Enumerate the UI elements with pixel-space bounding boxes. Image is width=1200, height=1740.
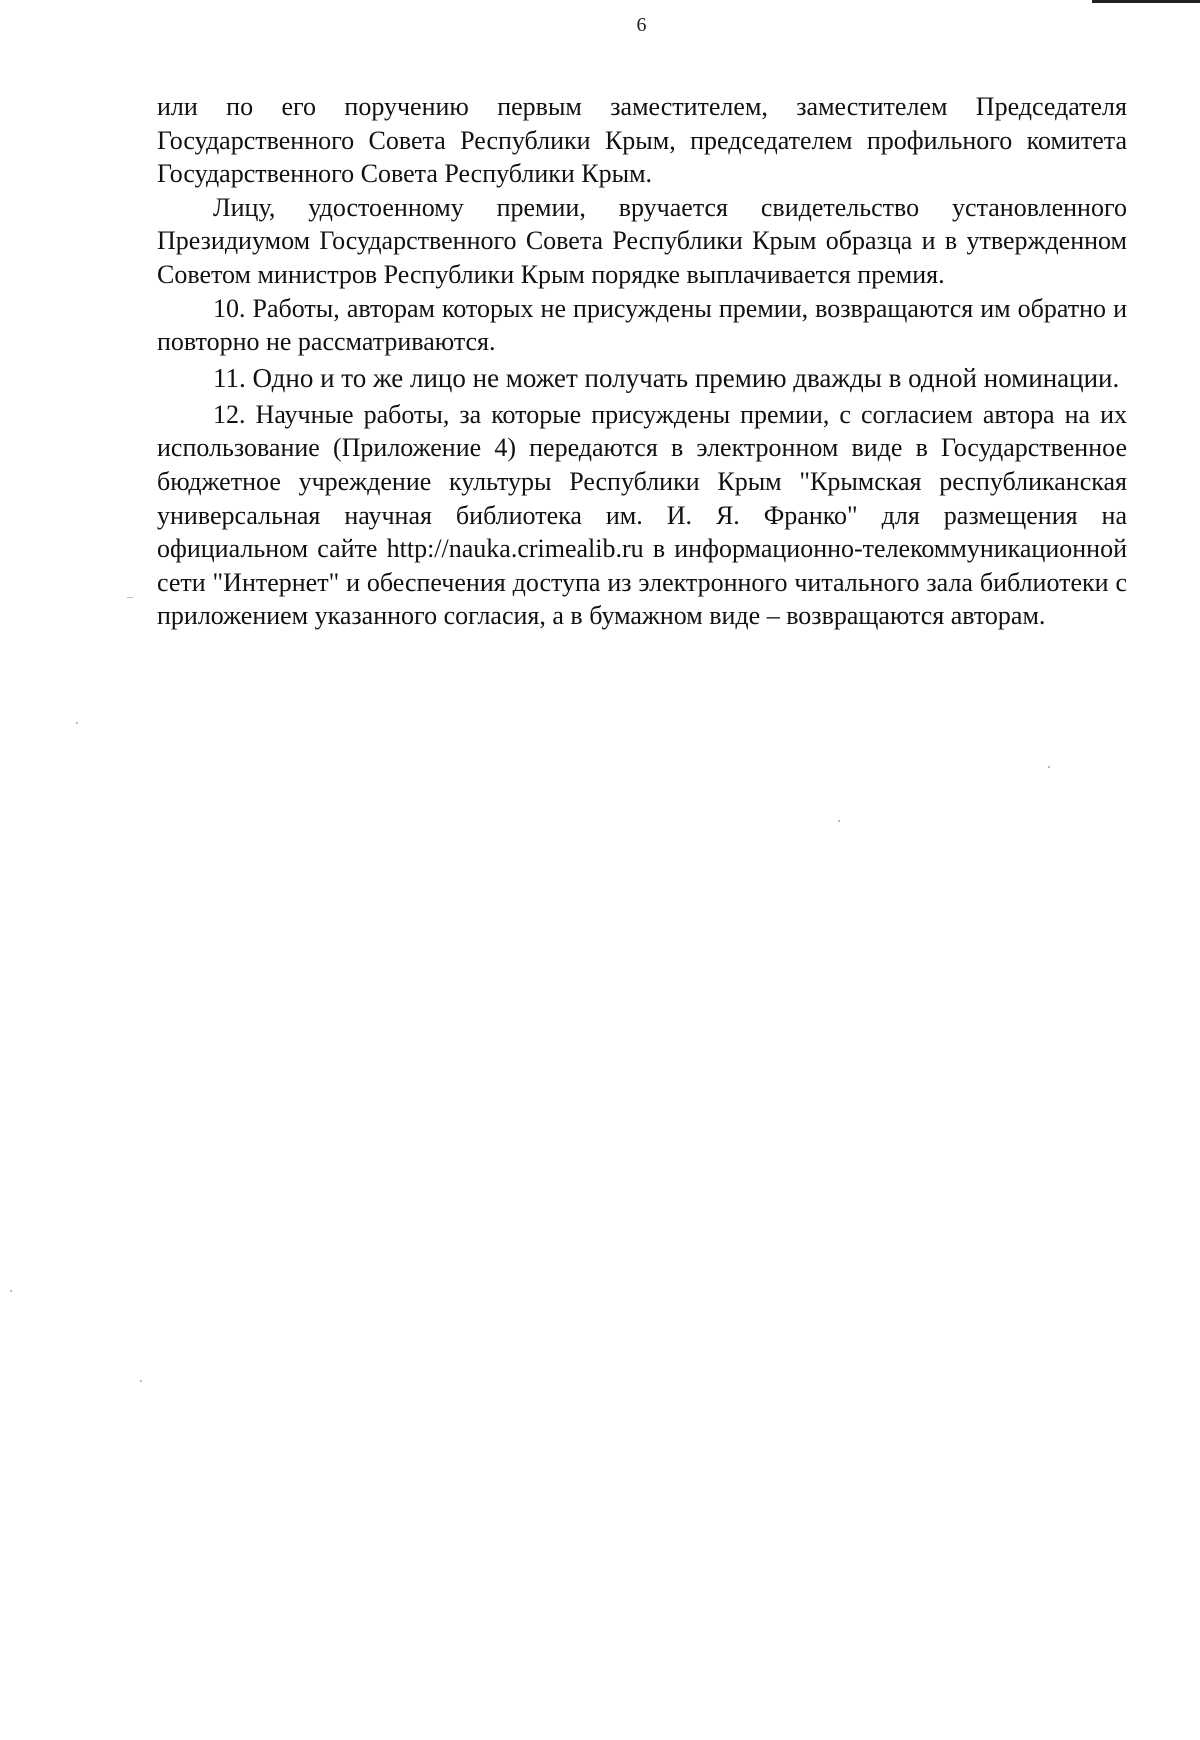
- paragraph-item-11: 11. Одно и то же лицо не может получать премию дважды в одной номинации.: [213, 362, 1120, 393]
- scan-speck: [127, 597, 133, 598]
- document-body: [157, 90, 1127, 633]
- scan-speck: [140, 1380, 142, 1382]
- paragraph-item-10: 10. Работы, авторам которых не присуждены премии, возвращаются им обратно и повторно не рассматриваются.: [157, 293, 1127, 357]
- library-url: http://nauka.crimealib.ru: [386, 534, 644, 564]
- paragraph-certificate: Лицу, удостоенному премии, вручается свидетельство установленного Президиумом Государственного Совета Республики Крым образца и в утвержденном Советом министров Республики Крым порядке выплачивается премия.: [157, 192, 1127, 289]
- scan-speck: [838, 820, 840, 822]
- page-number: 6: [636, 14, 647, 36]
- paragraph-item-12: [157, 398, 1127, 633]
- top-edge-rule: [1092, 0, 1200, 3]
- item-12-text-after-url: в информационно-телекоммуникационной сети "Интернет" и обеспечения доступа из электронного читального зала библиотеки с приложением указанного согласия, а в бумажном виде – возвращаются авторам.: [157, 534, 1127, 631]
- item-12-text-before-url: 12. Научные работы, за которые присуждены премии, с согласием автора на их использование (Приложение 4) передаются в электронном виде в Государственное бюджетное учреждение культуры Республики Крым "Крымская республиканская универсальная научная библиотека им. И. Я. Франко" для размещения на официальном сайте: [157, 399, 1127, 564]
- paragraph-continuation: или по его поручению первым заместителем, заместителем Председателя Государственного Совета Республики Крым, председателем профильного комитета Государственного Совета Республики Крым.: [157, 92, 1127, 189]
- scan-speck: [10, 1290, 12, 1292]
- scan-speck: [1048, 766, 1050, 768]
- scan-speck: [76, 722, 78, 724]
